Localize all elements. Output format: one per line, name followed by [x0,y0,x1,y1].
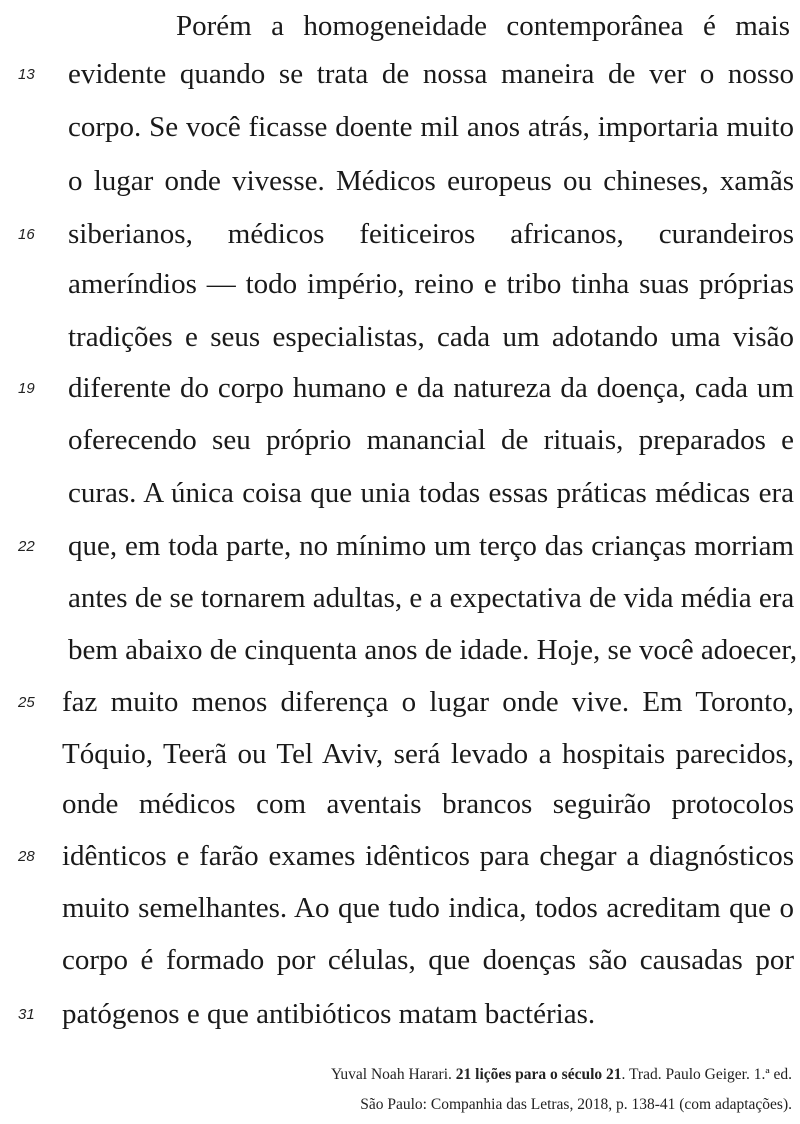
line-number: 28 [18,848,35,865]
text-line [0,101,800,153]
citation-author: Yuval Noah Harari. [330,1066,452,1083]
line-text: faz muito menos diferença o lugar onde vive. Em Toronto, [62,686,794,718]
line-number: 13 [18,66,35,83]
line-number: 25 [18,694,35,711]
line-text: diferente do corpo humano e da natureza da doença, cada um [68,372,794,404]
line-text: corpo. Se você ficasse doente mil anos atrás, importaria muito [68,111,794,143]
line-number: 19 [18,380,35,397]
line-number: 22 [18,538,35,555]
text-line [0,414,800,466]
line-text: onde médicos com aventais brancos seguirão protocolos [62,788,794,820]
line-number: 16 [18,226,35,243]
text-line [0,48,800,100]
line-text: ameríndios — todo império, reino e tribo tinha suas próprias [68,268,794,300]
line-text: oferecendo seu próprio manancial de rituais, preparados e [68,424,794,456]
line-text: que, em toda parte, no mínimo um terço das crianças morriam [68,530,794,562]
text-line [0,882,800,934]
text-line [0,830,800,882]
line-text: evidente quando se trata de nossa maneira de ver o nosso [68,58,794,90]
text-line [0,572,800,624]
line-text: siberianos, médicos feiticeiros africanos, curandeiros [68,218,794,250]
citation-details: . Trad. Paulo Geiger. 1.ª ed. [621,1066,792,1083]
line-text: bem abaixo de cinquenta anos de idade. Hoje, se você adoecer, [68,634,798,666]
citation-line-2: São Paulo: Companhia das Letras, 2018, p. 138-41 (com adaptações). [360,1096,792,1113]
text-line [0,258,800,310]
text-line [0,520,800,572]
citation-title: 21 lições para o século 21 [455,1066,622,1083]
text-line [0,208,800,260]
line-number: 31 [18,1006,35,1023]
text-line [0,934,800,986]
line-text: Porém a homogeneidade contemporânea é mais [176,10,790,42]
text-line [0,676,800,728]
line-text: antes de se tornarem adultas, e a expectativa de vida média era [68,582,795,614]
text-line [0,988,800,1040]
citation-line-1 [232,1066,792,1084]
text-line [0,155,800,207]
line-text: corpo é formado por células, que doenças são causadas por [62,944,794,976]
text-line [0,0,800,52]
line-text: curas. A única coisa que unia todas essas práticas médicas era [68,477,794,509]
text-line [0,624,800,676]
text-line [0,311,800,363]
text-line [0,467,800,519]
line-text: tradições e seus especialistas, cada um adotando uma visão [68,321,794,353]
line-text: patógenos e que antibióticos matam bactérias. [62,998,596,1030]
text-line [0,728,800,780]
line-text: Tóquio, Teerã ou Tel Aviv, será levado a hospitais parecidos, [62,738,794,770]
line-text: idênticos e farão exames idênticos para chegar a diagnósticos [62,840,794,872]
text-line [0,778,800,830]
line-text: o lugar onde vivesse. Médicos europeus ou chineses, xamãs [68,165,794,197]
text-line [0,362,800,414]
line-text: muito semelhantes. Ao que tudo indica, todos acreditam que o [62,892,794,924]
